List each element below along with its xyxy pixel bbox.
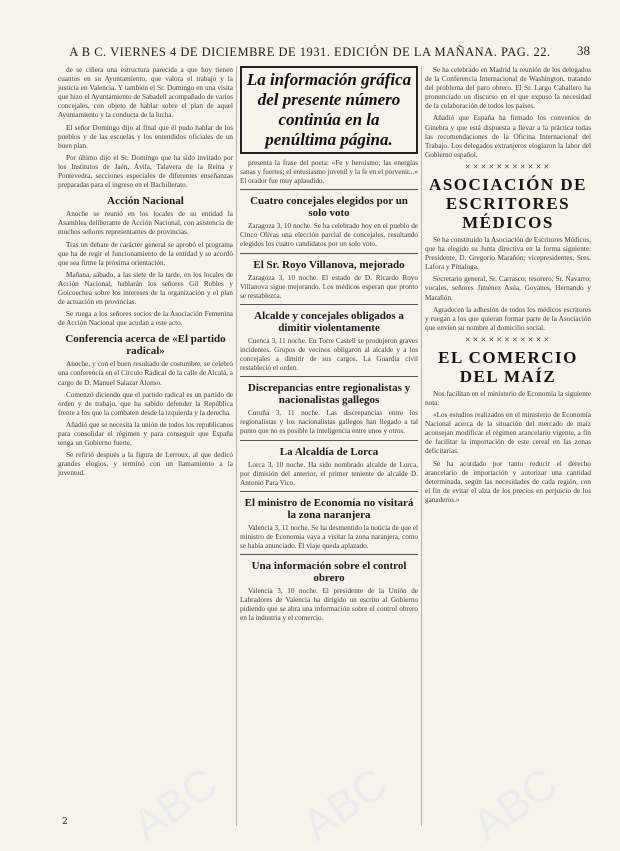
article-text: Añadió que se necesita la unión de todos los republicanos para consolidar el régimen y para conseguir que España tenga un Gobierno fuerte. (58, 420, 233, 448)
article-text: Por último dijo el Sr. Domingo que ha sido invitado por los Institutos de Jaén, Ávila, Talavera de la Reina y Pontevedra, secciones especiales de diferentes enseñanzas preparadas para el ingreso en el Bachillerato. (58, 153, 233, 190)
article-text: Zaragoza 3, 10 noche. El estado de D. Ricardo Royo Villanova sigue mejorando. Los médicos esperan que pronto se restablezca. (240, 273, 418, 300)
article-text: Se ruega a los señores socios de la Asociación Femenina de Acción Nacional que acudan a este acto. (58, 310, 233, 328)
ornament-divider: ✕✕✕✕✕✕✕✕✕✕✕ (464, 162, 552, 171)
divider (240, 440, 418, 441)
watermark: ABC (293, 758, 397, 851)
article-text: El señor Domingo dijo al final que él pudo hablar de los pueblos y de las escuelas y los entendidos oficiales de un buen plan. (58, 123, 233, 150)
article-heading: Una información sobre el control obrero (251, 560, 407, 585)
article-text: Se refirió después a la figura de Lerroux, al que dedicó grandes elogios, y terminó con un llamamiento a la juventud. (58, 451, 233, 478)
article-text: Cuenca 3, 11 noche. En Torre Castell se produjeron graves incidentes. Grupos de vecinos obligaron al alcalde y a los concejales a dimitir de sus cargos. La Guardia civil restableció el orden. (240, 336, 418, 373)
divider (240, 376, 418, 377)
article-text: Secretario general, Sr. Carrasco; tesorero, Sr. Navarro; vocales, señores Jiménez Asúa, Goyanes, Hernando y Marañón. (425, 275, 591, 302)
article-heading: Cuatro concejales elegidos por un solo voto (250, 195, 408, 220)
divider (240, 189, 418, 190)
article-text: de se ciñera una estructura parecida a que hoy tienen cuantos en su Ayuntamiento, que valora el trabajo y la justicia en Valencia. Y también el Sr. Domingo en una visita que hizo el Ayuntamiento de Sabadell acompañado de varios concejales, con objeto de hablar sobre el plan de aquel Ayuntamiento y la conducta de la lucha. (58, 66, 233, 120)
watermark: ABC (463, 758, 567, 851)
article-text: Nos facilitan en el ministerio de Economía la siguiente nota: (425, 389, 591, 407)
article-text: Coruña 3, 11 noche. Las discrepancias entre los regionalistas y los nacionalistas gallegos han llegado a tal punto que no es posible la inteligencia entre unos y otros. (240, 409, 418, 436)
article-text: presenta la frase del poeta: «Fe y heroísmo; las energías sanas y fuertes; el entusiasmo juvenil y la fe en el porvenir...» El orador fue muy aplaudido. (240, 159, 418, 186)
divider (240, 554, 418, 555)
column-middle (240, 66, 418, 626)
watermark: ABC (123, 758, 227, 851)
column-rule (421, 66, 422, 826)
article-text: Se ha constituido la Asociación de Escritores Médicos, que ha elegido su Junta directiva en la forma siguiente: Presidente, D. Gregorio Marañón; vicepresidentes, Sres. Lafora y Pittaluga. (425, 235, 591, 272)
footer-number: 2 (62, 817, 68, 827)
section-title: ASOCIACIÓN DE ESCRITORES MÉDICOS (429, 174, 587, 232)
article-text: Valencia 3, 10 noche. El presidente de la Unión de Labradores de Valencia ha dirigido un escrito al Gobierno pidiendo que se abra una información sobre el control obrero en la industria y el comercio. (240, 587, 418, 623)
article-text: Comenzó diciendo que el partido radical es un partido de orden y de trabajo, que ha sabido defender la República frente a los que la combaten desde la izquierda y la derecha. (58, 390, 233, 417)
column-left (58, 66, 233, 481)
article-heading: Conferencia acerca de «El partido radical» (65, 333, 226, 358)
article-heading: El ministro de Economía no visitará la zona naranjera (244, 496, 414, 521)
column-rule (236, 66, 237, 826)
article-heading: Acción Nacional (107, 195, 184, 208)
article-text: Valencia 3, 11 noche. Se ha desmentido la noticia de que el ministro de Economía vaya a visitar la zona naranjera, como se había anunciado. El viaje queda aplazado. (240, 523, 418, 550)
article-text: Se ha acordado por tanto reducir el derecho arancelario de importación y autorizar una cantidad determinada, según las necesidades de cada región, con el fin de evitar el alza de los precios en perjuicio de los ganaderos.» (425, 459, 591, 504)
article-text: Añadió que España ha firmado los convenios de Ginebra y que está dispuesta a llevar a la práctica todas las recomendaciones de la Oficina Internacional del Trabajo. Los delegados extranjeros elogiaron la labor del Gobierno español. (425, 114, 591, 159)
article-text: Tras un debate de carácter general se aprobó el programa que ha de regir el funcionamiento de la entidad y se acordó que sea firme la próxima orientación. (58, 240, 233, 267)
ornament-divider: ✕✕✕✕✕✕✕✕✕✕✕ (464, 335, 552, 344)
article-heading: Alcalde y concejales obligados a dimitir violentamente (254, 309, 404, 334)
article-text: Anoche se reunió en los locales de su entidad la Asamblea deliberante de Acción Nacional, con asistencia de muchos señores representantes de provincias. (58, 210, 233, 237)
article-text: Se ha celebrado en Madrid la reunión de los delegados de la Conferencia Internacional de Washington, tratando del problema del paro obrero. El Sr. Largo Caballero ha pronunciado un discurso en el que expuso la necesidad de la colaboración de todos los países. (425, 66, 591, 111)
page-header: A B C. VIERNES 4 DE DICIEMBRE DE 1931. EDICIÓN DE LA MAÑANA. PAG. 22. (69, 45, 551, 59)
article-text: Lorca 3, 10 noche. Ha sido nombrado alcalde de Lorca, por dimisión del anterior, el primer teniente de alcalde D. Antonio Para Vico. (240, 460, 418, 487)
article-text: Anoche, y con el buen resultado de costumbre, se celebró una conferencia en el Círculo Radical de la calle de Alcalá, a cargo de D. Manuel Salazar Alonso. (58, 360, 233, 387)
page-number: 38 (577, 43, 590, 58)
section-title: EL COMERCIO DEL MAÍZ (438, 347, 578, 386)
article-heading: La Alcaldía de Lorca (279, 445, 379, 458)
notice-box: La información gráfica del presente número continúa en la penúltima página. (240, 66, 418, 154)
column-right (425, 66, 591, 508)
article-text: Agradecen la adhesión de todos los médicos escritores y ruegan a los que quieran formar parte de la Asociación que envíen su nombre al domicilio social. (425, 305, 591, 332)
article-heading: Discrepancias entre regionalistas y nacionalistas gallegos (247, 382, 411, 407)
article-text: Zaragoza 3, 10 noche. Se ha celebrado hoy en el pueblo de Cinco Olivas una elección parcial de concejales, resultando elegidos los cuatro candidatos por un solo voto. (240, 222, 418, 249)
divider (240, 491, 418, 492)
article-text: «Los estudios realizados en el ministerio de Economía Nacional acerca de la situación del mercado de maíz aconsejan modificar el régimen arancelario vigente, a fin de facilitar la importación de este cereal en las zonas deficitarias. (425, 411, 591, 456)
divider (240, 304, 418, 305)
divider (240, 253, 418, 254)
article-text: Mañana, sábado, a las siete de la tarde, en los locales de Acción Nacional, hablarán los señores Gil Robles y Goicoechea sobre los intereses de la organización y el plan de actuación en provincias. (58, 270, 233, 307)
article-heading: El Sr. Royo Villanova, mejorado (253, 258, 405, 271)
